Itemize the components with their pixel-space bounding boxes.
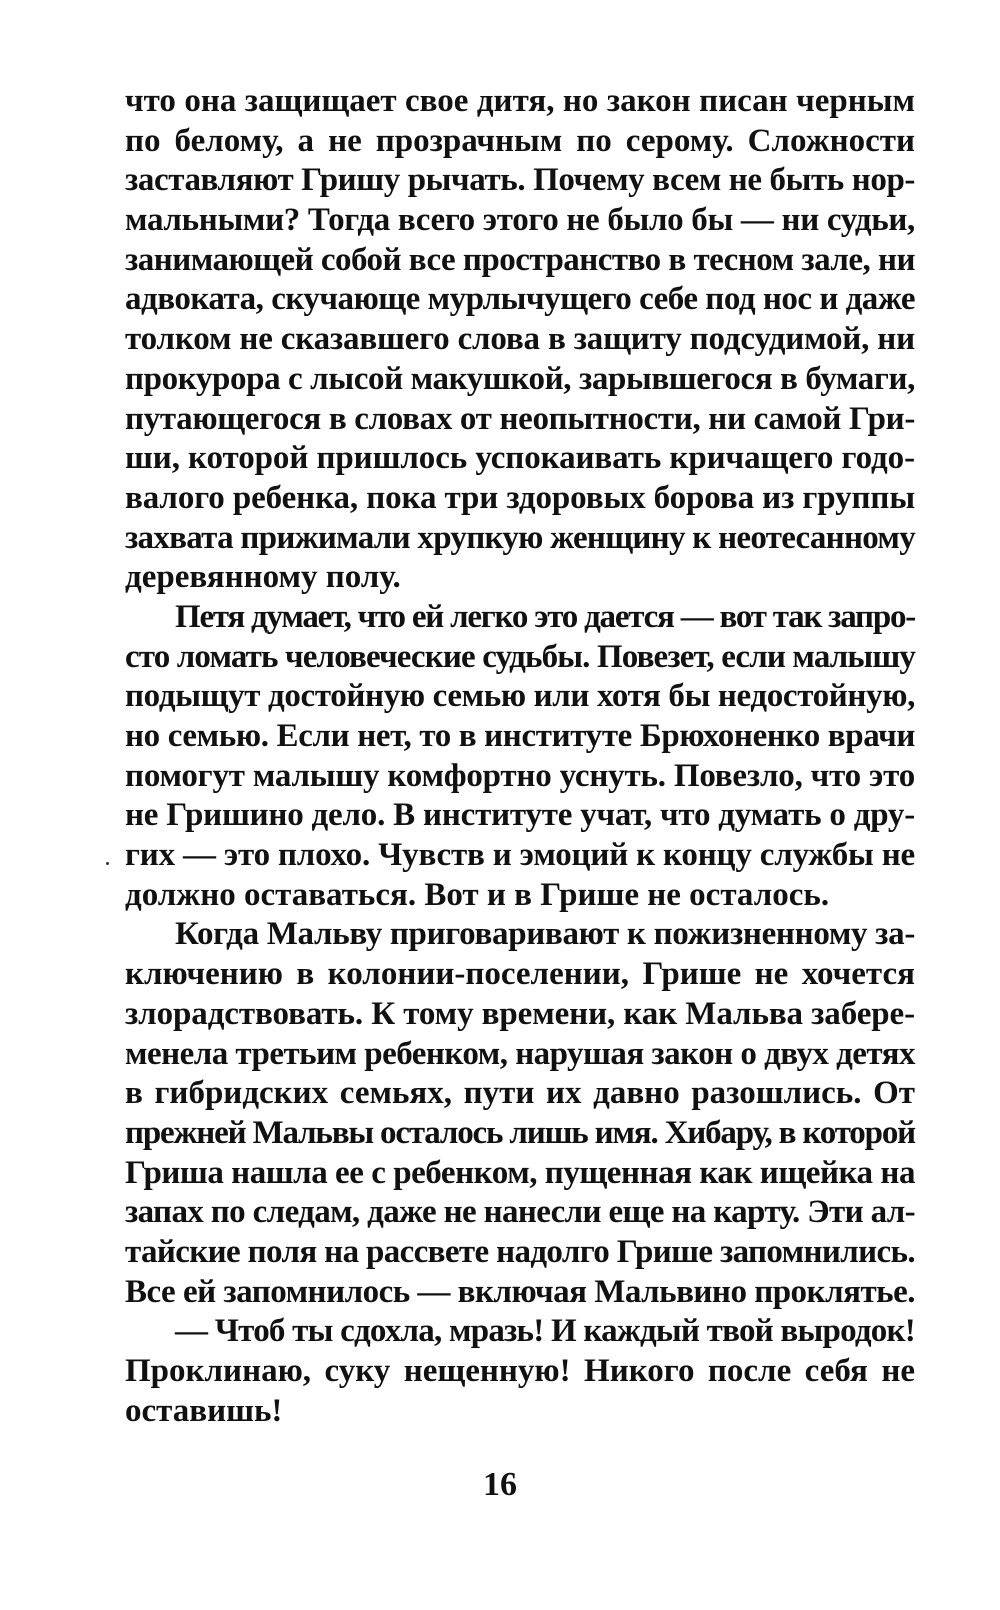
text-line: тайские поля на рассвете надолго Грише запомнились. [125,1233,915,1270]
text-line: путающегося в словах от неопытности, ни самой Гри- [125,400,915,437]
text-line: должно оставаться. Вот и в Грише не осталось. [125,876,830,913]
text-line: Петя думает, что ей легко это дается — вот так запро- [175,598,915,635]
page-number: 16 [483,1466,517,1503]
text-line: злорадствовать. К тому времени, как Мальва забере- [125,995,915,1032]
text-line: но семью. Если нет, то в институте Брюхоненко врачи [125,718,915,754]
text-line: Проклинаю, суку нещенную! Никого после себя не [125,1353,915,1389]
print-speck [106,862,109,865]
text-line: деревянному полу. [125,559,401,596]
paragraph [125,82,915,598]
paragraph [125,915,915,1312]
text-line: помогут малышу комфортно уснуть. Повезло, что это [125,757,915,794]
text-line: прокурора с лысой макушкой, зарывшегося в бумаги, [125,360,915,397]
text-line: сто ломать человеческие судьбы. Повезет, если малышу [125,638,915,675]
text-line: мальными? Тогда всего этого не было бы — ни судьи, [125,202,915,239]
text-line: толком не сказавшего слова в защиту подсудимой, ни [125,321,915,358]
text-line: запах по следам, даже не нанесли еще на карту. Эти ал- [125,1194,915,1231]
text-line: гих — это плохо. Чувств и эмоций к концу службы не [125,837,915,874]
text-line: — Чтоб ты сдохла, мразь! И каждый твой выродок! [175,1313,915,1350]
text-line: Все ей запомнилось — включая Мальвино проклятье. [125,1273,915,1310]
text-line: в гибридских семьях, пути их давно разошлись. От [125,1075,915,1112]
text-line: по белому, а не прозрачным по серому. Сложности [125,122,915,159]
text-line: Гриша нашла ее с ребенком, пущенная как ищейка на [125,1154,915,1191]
text-line: оставишь! [125,1392,283,1429]
text-line: подыщут достойную семью или хотя бы недостойную, [125,678,915,715]
text-line: ключению в колонии-поселении, Грише не хочется [125,956,915,993]
text-line: валого ребенка, пока три здоровых борова из группы [125,479,915,516]
text-line: занимающей собой все пространство в тесном зале, ни [125,241,915,278]
text-line: Когда Мальву приговаривают к пожизненному за- [175,916,915,953]
text-line: адвоката, скучающе мурлычущего себе под нос и даже [125,281,915,318]
text-line: захвата прижимали хрупкую женщину к неотесанному [125,519,915,556]
paragraph [125,1312,915,1431]
text-line: заставляют Гришу рычать. Почему всем не быть нор- [125,162,915,199]
body-text [125,82,915,1431]
text-line: менела третьим ребенком, нарушая закон о двух детях [125,1035,915,1072]
text-line: прежней Мальвы осталось лишь имя. Хибару, в которой [125,1114,915,1151]
text-line: ши, которой пришлось успокаивать кричащего годо- [125,440,915,477]
paragraph [125,598,915,916]
text-line: что она защищает свое дитя, но закон писан черным [125,83,915,119]
text-line: не Гришино дело. В институте учат, что думать о дру- [125,797,915,834]
